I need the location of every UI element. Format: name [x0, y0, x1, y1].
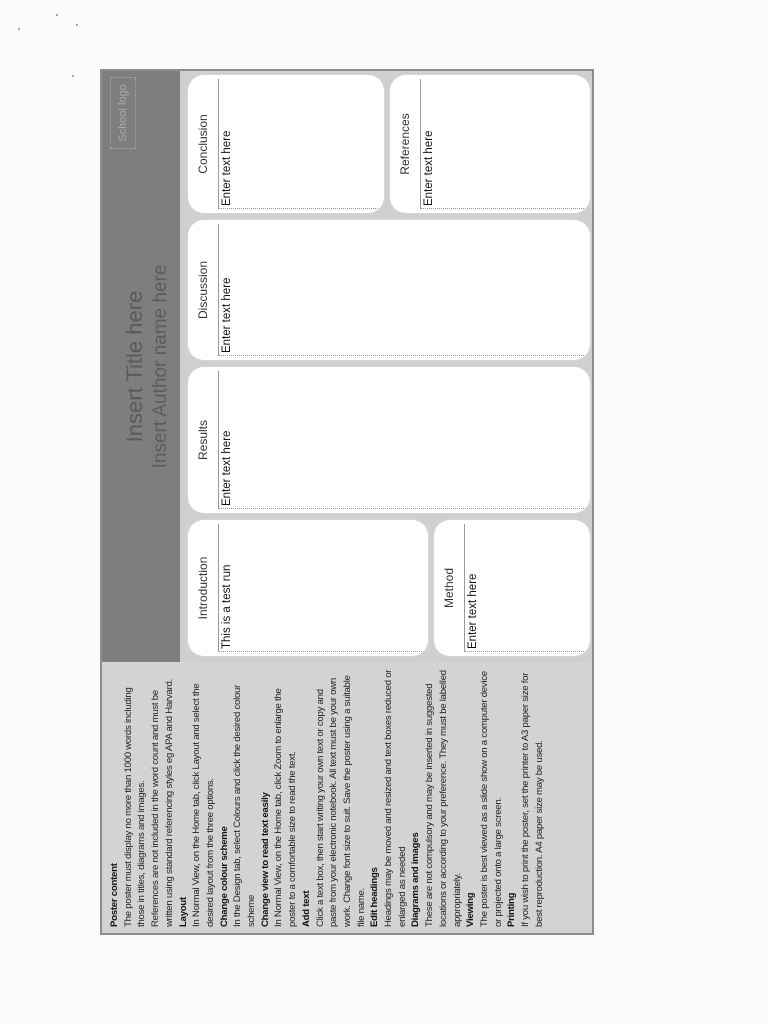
poster-title[interactable]: Insert Title here	[122, 290, 147, 443]
instruction-heading: Layout	[177, 897, 189, 927]
method-heading[interactable]: Method	[434, 524, 465, 652]
instruction-text: In Normal View, on the Home tab, click Zoom to enlarge the poster to a comfortable size to read the text.	[273, 688, 299, 927]
references-text[interactable]: Enter text here	[421, 79, 590, 209]
instruction-text: In Normal View, on the Home tab, click Layout and select the desired layout from the three options.	[191, 683, 216, 927]
instruction-heading: Change view to read text easily	[259, 792, 271, 927]
instruction-text: Click a text box, then start writing your own text or copy and paste from your electronic notebook. All text must be your own work. Change font size to suit. Save the poster using a suitable file name.	[314, 675, 367, 927]
instruction-text: In the Design tab, select Colours and click the desired colour scheme	[232, 684, 258, 927]
instruction-text: References are not included in the word count and must be written using standard referencing styles eg APA and Harvard.	[150, 678, 175, 927]
conclusion-panel	[188, 75, 384, 213]
results-heading[interactable]: Results	[188, 371, 219, 509]
results-panel	[188, 367, 590, 513]
conclusion-heading[interactable]: Conclusion	[188, 79, 219, 209]
instruction-heading: Edit headings	[369, 867, 381, 927]
instruction-text: Headings may be moved and resized and text boxes reduced or enlarged as needed	[383, 669, 408, 927]
discussion-heading[interactable]: Discussion	[188, 224, 219, 356]
instruction-text: The poster is best viewed as a slide show on a computer device or projected onto a large screen.	[478, 671, 504, 927]
instruction-heading: Printing	[506, 892, 518, 927]
discussion-panel	[188, 220, 590, 360]
method-text[interactable]: Enter text here	[465, 524, 590, 652]
scan-speck	[18, 28, 20, 30]
introduction-heading[interactable]: Introduction	[188, 524, 219, 652]
results-text[interactable]: Enter text here	[219, 371, 590, 509]
method-panel	[434, 520, 590, 656]
introduction-text[interactable]: This is a test run	[219, 524, 428, 652]
scan-speck	[72, 75, 74, 77]
school-logo-placeholder[interactable]: School logo	[110, 77, 136, 149]
scan-speck	[76, 24, 78, 26]
instruction-heading: Diagrams and images	[410, 832, 422, 927]
poster-author[interactable]: Insert Author name here	[150, 264, 171, 469]
poster-header	[102, 71, 180, 662]
instruction-heading: Poster content	[109, 863, 120, 927]
instruction-text: The poster must display no more than 1000 words including those in titles, diagrams and images.	[122, 687, 148, 927]
instruction-heading: Add text	[300, 890, 312, 927]
instructions-panel	[102, 662, 592, 933]
scan-speck	[56, 14, 58, 16]
references-heading[interactable]: References	[390, 79, 421, 209]
instruction-text: If you wish to print the poster, set the printer to A3 paper size for best reproduction. A4 paper size may be used.	[520, 672, 545, 927]
discussion-text[interactable]: Enter text here	[219, 224, 590, 356]
instruction-text: These are not compulsory and may be inserted in suggested locations or according to your preference. They must be labelled appropriately.	[424, 670, 463, 927]
poster-sheet	[100, 69, 594, 935]
instruction-heading: Change colour scheme	[218, 826, 230, 927]
instruction-heading: Viewing	[465, 892, 477, 927]
introduction-panel	[188, 520, 428, 656]
references-panel	[390, 75, 590, 213]
conclusion-text[interactable]: Enter text here	[219, 79, 384, 209]
